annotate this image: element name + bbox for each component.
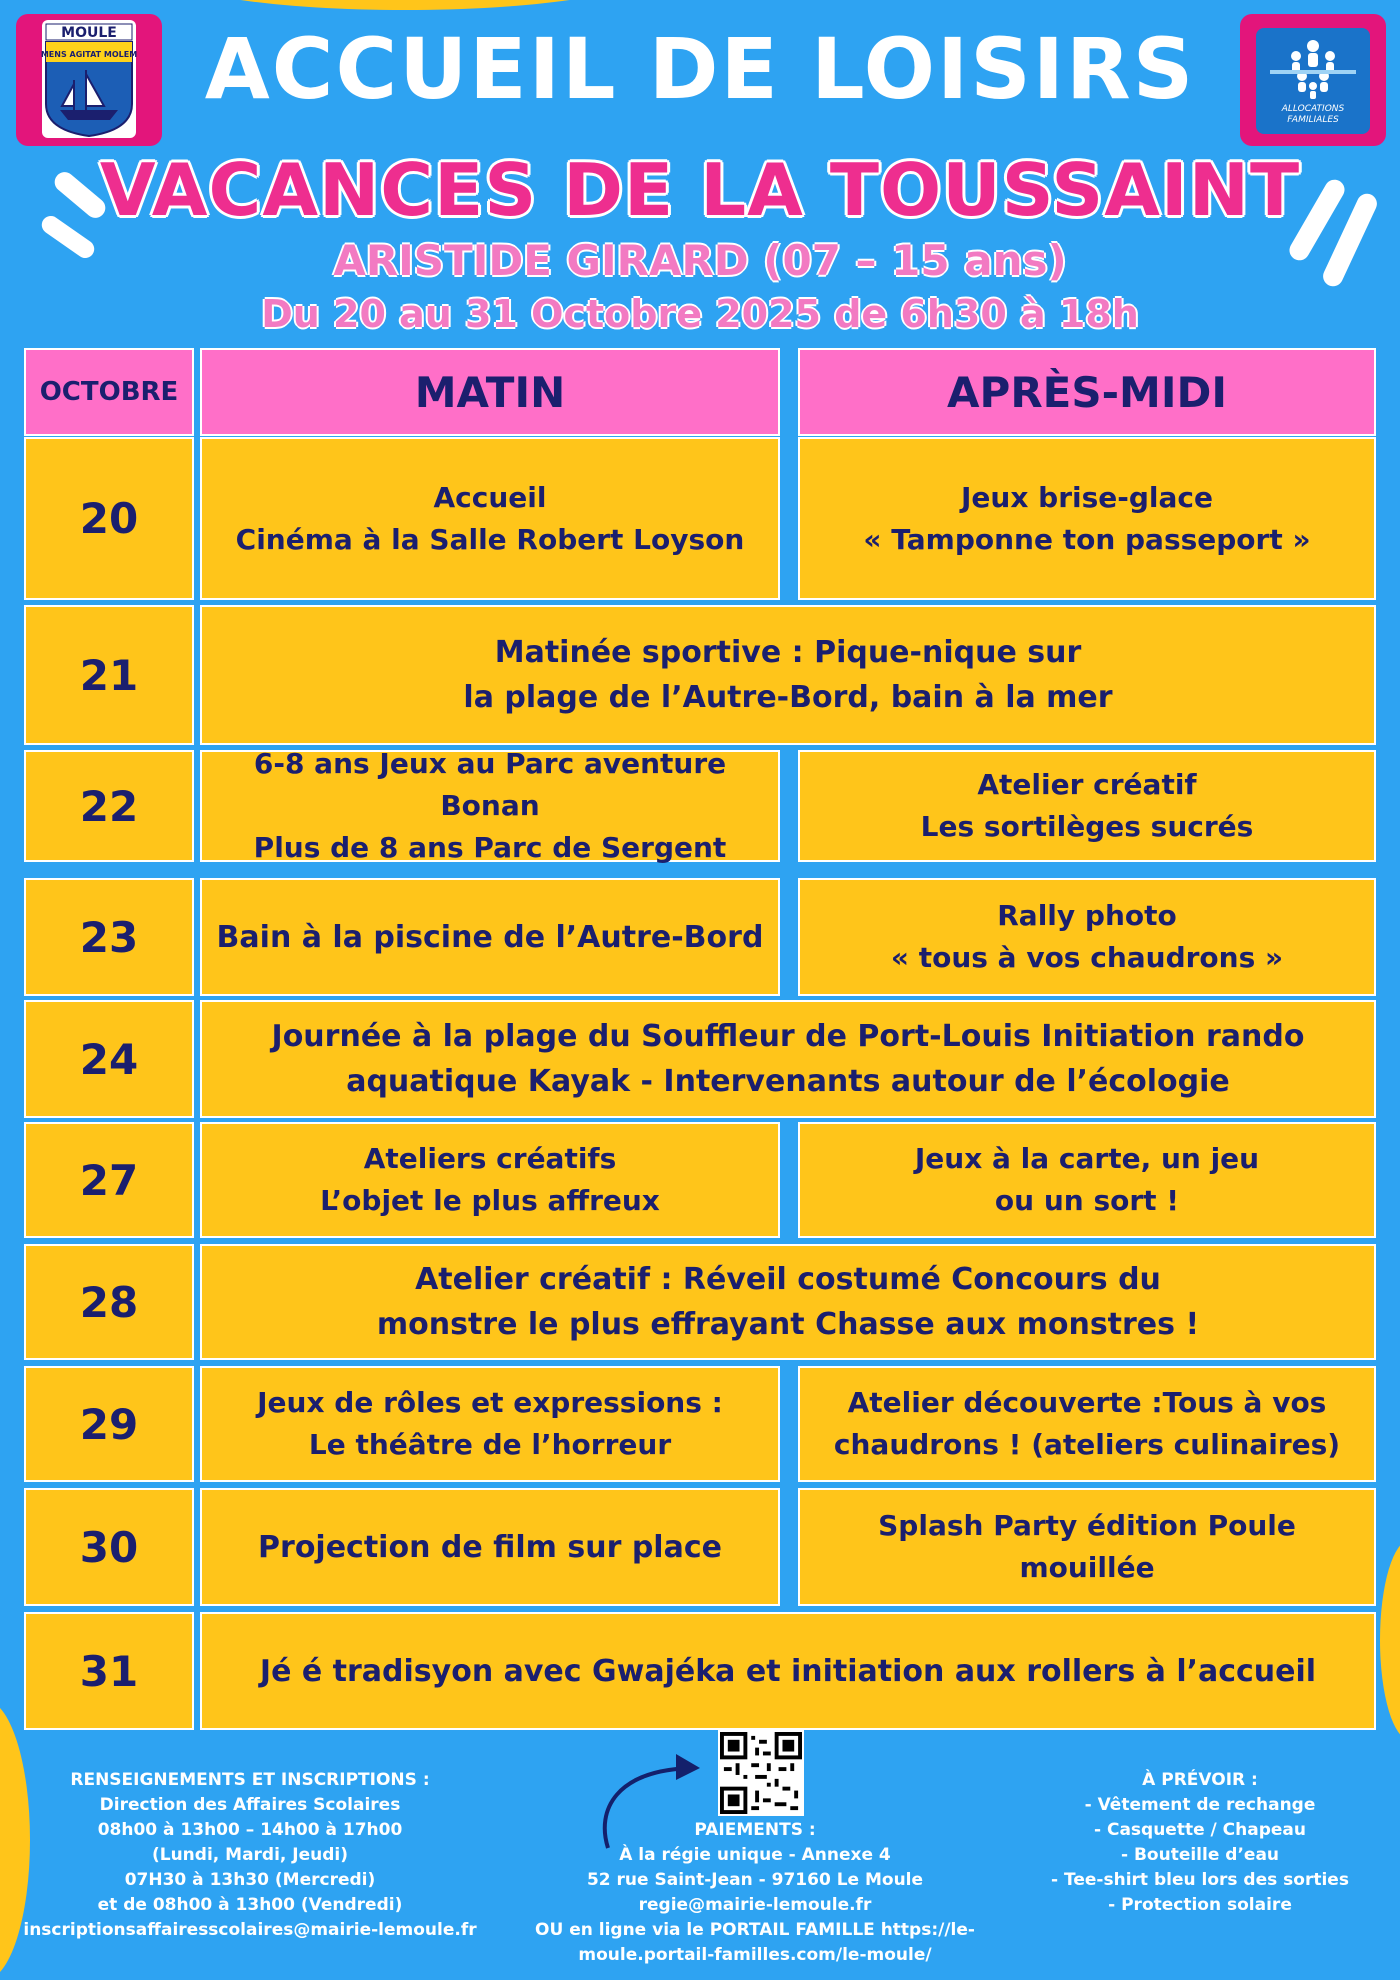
page-title: ACCUEIL DE LOISIRS [204,20,1196,118]
footer-payments-line: 52 rue Saint-Jean - 97160 Le Moule [586,1870,924,1890]
header-apres-midi: APRÈS-MIDI [798,348,1376,436]
activity-apres-midi: Jeux à la carte, un jeu ou un sort ! [798,1122,1376,1238]
activity-matin: 6-8 ans Jeux au Parc aventure Bonan Plus de 8 ans Parc de Sergent [200,750,780,862]
activity-matin: Projection de film sur place [200,1488,780,1606]
site-name: ARISTIDE GIRARD (07 – 15 ans) [333,236,1067,285]
activity-full-day: Jé é tradisyon avec Gwajéka et initiation aux rollers à l’accueil [200,1612,1376,1730]
activity-apres-midi: Jeux brise-glace « Tamponne ton passeport » [798,437,1376,600]
checklist-item: - Protection solaire [1108,1895,1292,1915]
activity-apres-midi: Atelier créatif Les sortilèges sucrés [798,750,1376,862]
activity-matin: Ateliers créatifs L’objet le plus affreux [200,1122,780,1238]
footer-payments-title: PAIEMENTS : [694,1820,816,1840]
footer-payments-portal-link[interactable]: moule.portail-familles.com/le-moule/ [578,1945,932,1965]
crest-name: MOULE [61,25,117,41]
footer-checklist-title: À PRÉVOIR : [1142,1770,1258,1790]
header-matin: MATIN [200,348,780,436]
footer-info-line: et de 08h00 à 13h00 (Vendredi) [97,1895,403,1915]
qr-code-icon [720,1732,802,1814]
day-number: 29 [24,1366,194,1482]
day-number: 30 [24,1488,194,1606]
day-number: 23 [24,878,194,996]
activity-full-day: Matinée sportive : Pique-nique sur la plage de l’Autre-Bord, bain à la mer [200,605,1376,745]
dates-line: Du 20 au 31 Octobre 2025 de 6h30 à 18h [261,292,1139,336]
page-subtitle: VACANCES DE LA TOUSSAINT [99,148,1301,232]
activity-apres-midi: Splash Party édition Poule mouillée [798,1488,1376,1606]
decor-blob-right [1380,1540,1400,1740]
activity-apres-midi: Atelier découverte :Tous à vos chaudrons ! (ateliers culinaires) [798,1366,1376,1482]
checklist-item: - Vêtement de rechange [1084,1795,1316,1815]
footer-info-line: Direction des Affaires Scolaires [99,1795,401,1815]
activity-apres-midi: Rally photo « tous à vos chaudrons » [798,878,1376,996]
activity-matin: Jeux de rôles et expressions : Le théâtre de l’horreur [200,1366,780,1482]
activity-matin: Accueil Cinéma à la Salle Robert Loyson [200,437,780,600]
day-number: 28 [24,1244,194,1360]
day-number: 20 [24,437,194,600]
activity-full-day: Atelier créatif : Réveil costumé Concours du monstre le plus effrayant Chasse aux monstres ! [200,1244,1376,1360]
footer-payments [520,1818,990,1968]
caf-logo-text: ALLOCATIONS FAMILIALES [1281,104,1345,125]
footer-checklist [1020,1768,1380,1918]
qr-code[interactable] [718,1730,804,1816]
day-number: 21 [24,605,194,745]
day-number: 27 [24,1122,194,1238]
footer-payments-line: À la régie unique - Annexe 4 [619,1845,891,1865]
decor-blob-top [170,0,640,10]
activity-matin: Bain à la piscine de l’Autre-Bord [200,878,780,996]
day-number: 22 [24,750,194,862]
footer-payments-portal-link[interactable]: OU en ligne via le PORTAIL FAMILLE https://le- [535,1920,975,1940]
activity-full-day: Journée à la plage du Souffleur de Port-Louis Initiation rando aquatique Kayak - Intervenants autour de l’écologie [200,1000,1376,1118]
footer-info-line: 08h00 à 13h00 – 14h00 à 17h00 [97,1820,403,1840]
checklist-item: - Bouteille d’eau [1120,1845,1280,1865]
day-number: 24 [24,1000,194,1118]
header-october: OCTOBRE [24,348,194,436]
footer-info-line: (Lundi, Mardi, Jeudi) [151,1845,349,1865]
footer-info-email[interactable]: inscriptionsaffairesscolaires@mairie-lemoule.fr [23,1920,477,1940]
footer-info-title: RENSEIGNEMENTS ET INSCRIPTIONS : [70,1770,430,1790]
footer-payments-email[interactable]: regie@mairie-lemoule.fr [638,1895,872,1915]
crest-motto: MENS AGITAT MOLEM [40,50,138,59]
checklist-item: - Tee-shirt bleu lors des sorties [1051,1870,1349,1890]
footer-info-line: 07H30 à 13h30 (Mercredi) [124,1870,376,1890]
footer-info [10,1768,490,1943]
checklist-item: - Casquette / Chapeau [1094,1820,1306,1840]
day-number: 31 [24,1612,194,1730]
